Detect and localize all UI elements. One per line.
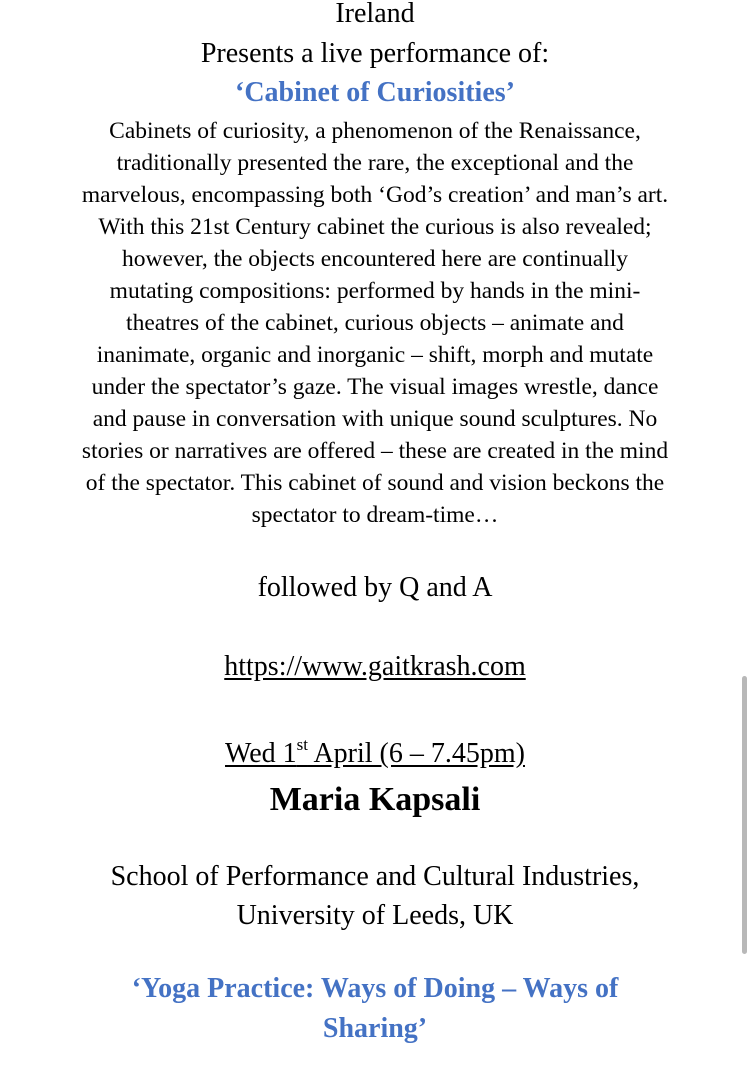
description-line: traditionally presented the rare, the exceptional and the xyxy=(116,150,634,176)
description-line: With this 21st Century cabinet the curious is also revealed; xyxy=(98,214,652,240)
description-line: stories or narratives are offered – these are created in the mind xyxy=(81,438,669,464)
performance-title: ‘Cabinet of Curiosities’ xyxy=(235,77,515,108)
description-line: under the spectator’s gaze. The visual images wrestle, dance xyxy=(91,374,659,400)
description-line: inanimate, organic and inorganic – shift, morph and mutate xyxy=(96,342,654,368)
header-country: Ireland xyxy=(335,0,415,29)
description-line: marvelous, encompassing both ‘God’s creation’ and man’s art. xyxy=(81,182,669,208)
website-link[interactable]: https://www.gaitkrash.com xyxy=(224,651,526,682)
event-day-suffix: st xyxy=(296,735,308,754)
description-line: and pause in conversation with unique sound sculptures. No xyxy=(92,406,658,432)
event-day: Wed 1 xyxy=(225,738,297,769)
description-line: however, the objects encountered here are continually xyxy=(121,246,629,272)
description-line: mutating compositions: performed by hands in the mini- xyxy=(109,278,641,304)
event-date xyxy=(0,735,750,770)
description-line: spectator to dream-time… xyxy=(251,502,499,528)
speaker-affiliation-line2: University of Leeds, UK xyxy=(236,900,514,931)
talk-title-line2: Sharing’ xyxy=(322,1013,428,1044)
followed-by-qa: followed by Q and A xyxy=(257,572,493,603)
speaker-affiliation-line1: School of Performance and Cultural Industries, xyxy=(110,861,640,892)
event-time: April (6 – 7.45pm) xyxy=(307,738,525,769)
talk-title-line1: ‘Yoga Practice: Ways of Doing – Ways of xyxy=(131,973,619,1004)
description-line: Cabinets of curiosity, a phenomenon of the Renaissance, xyxy=(109,118,641,144)
vertical-scrollbar[interactable] xyxy=(742,676,747,954)
header-presents: Presents a live performance of: xyxy=(200,38,550,69)
speaker-name: Maria Kapsali xyxy=(269,781,481,818)
description-line: theatres of the cabinet, curious objects – animate and xyxy=(126,310,624,336)
website-link-row xyxy=(0,651,750,683)
description-line: of the spectator. This cabinet of sound and vision beckons the xyxy=(85,470,665,496)
event-date-text xyxy=(225,735,525,769)
